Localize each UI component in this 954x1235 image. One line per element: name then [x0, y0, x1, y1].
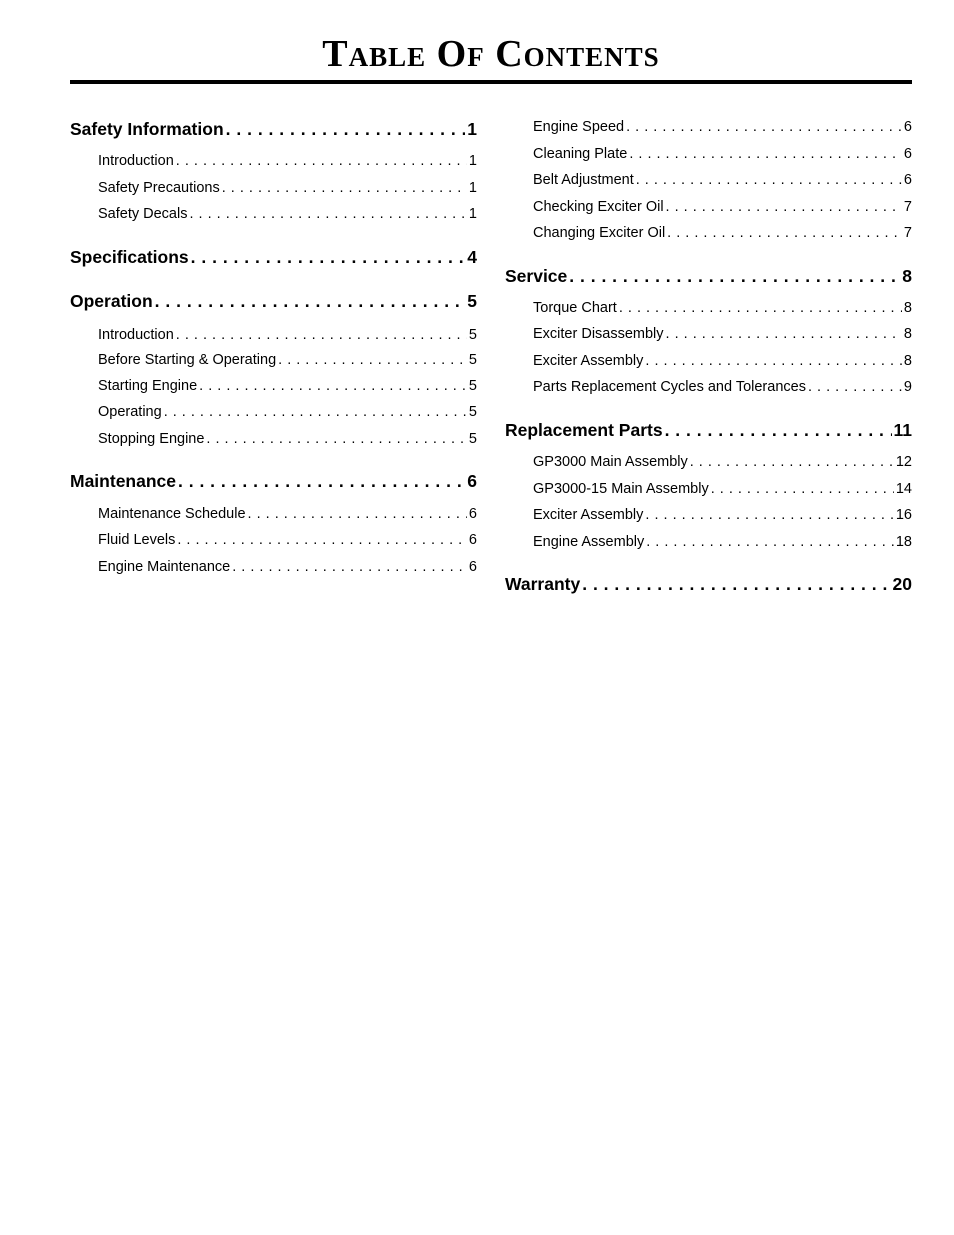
- toc-entry-label: Belt Adjustment: [533, 172, 634, 188]
- toc-entry-label: Maintenance Schedule: [98, 506, 246, 522]
- toc-entry-label: Warranty: [505, 574, 581, 594]
- toc-page-number: 6: [903, 119, 912, 135]
- toc-page-number: 12: [895, 454, 912, 470]
- dot-leader: [665, 418, 892, 442]
- toc-subsection-entry[interactable]: [70, 151, 477, 171]
- toc-entry-label: GP3000 Main Assembly: [533, 454, 688, 470]
- dot-leader: [178, 469, 465, 493]
- toc-section-entry[interactable]: [505, 572, 912, 596]
- dot-leader: [278, 350, 467, 370]
- toc-page-number: 20: [892, 574, 912, 594]
- toc-subsection-entry[interactable]: [505, 505, 912, 525]
- toc-subsection-entry[interactable]: [70, 178, 477, 198]
- toc-entry-label: GP3000-15 Main Assembly: [533, 481, 709, 497]
- toc-entry-label: Exciter Assembly: [533, 507, 644, 523]
- toc-entry-label: Replacement Parts: [505, 420, 663, 440]
- toc-subsection-entry[interactable]: [70, 204, 477, 224]
- toc-entry-label: Exciter Assembly: [533, 353, 644, 369]
- toc-subsection-entry[interactable]: [70, 325, 477, 345]
- toc-page-number: 5: [468, 378, 477, 394]
- dot-leader: [176, 325, 467, 345]
- dot-leader: [646, 532, 894, 552]
- toc-subsection-entry[interactable]: [505, 223, 912, 243]
- dot-leader: [711, 479, 894, 499]
- toc-subsection-entry[interactable]: [505, 452, 912, 472]
- toc-entry-label: Maintenance: [70, 471, 176, 491]
- toc-page-number: 8: [903, 326, 912, 342]
- toc-page-number: 6: [903, 146, 912, 162]
- toc-page-number: 5: [468, 352, 477, 368]
- toc-entry-label: Safety Information: [70, 119, 224, 139]
- toc-entry-label: Before Starting & Operating: [98, 352, 277, 368]
- toc-page-number: 1: [468, 153, 477, 169]
- dot-leader: [808, 377, 902, 397]
- toc-subsection-entry[interactable]: [505, 377, 912, 397]
- toc-entry-label: Specifications: [70, 247, 189, 267]
- toc-subsection-entry[interactable]: [505, 298, 912, 318]
- dot-leader: [667, 223, 902, 243]
- dot-leader: [690, 452, 894, 472]
- page-title: Table Of Contents: [322, 33, 660, 75]
- dot-leader: [569, 264, 900, 288]
- dot-leader: [248, 504, 467, 524]
- toc-page-number: 8: [902, 266, 912, 286]
- dot-leader: [582, 572, 890, 596]
- toc-entry-label: Safety Decals: [98, 206, 188, 222]
- toc-entry-label: Stopping Engine: [98, 431, 205, 447]
- toc-section-entry[interactable]: [70, 117, 477, 141]
- toc-page-number: 5: [468, 327, 477, 343]
- toc-entry-label: Parts Replacement Cycles and Tolerances: [533, 379, 806, 395]
- toc-page-number: 6: [903, 172, 912, 188]
- dot-leader: [191, 245, 466, 269]
- dot-leader: [176, 151, 467, 171]
- toc-section-entry[interactable]: [70, 289, 477, 313]
- toc-entry-label: Cleaning Plate: [533, 146, 628, 162]
- dot-leader: [155, 289, 466, 313]
- toc-page-number: 9: [903, 379, 912, 395]
- toc-entry-label: Torque Chart: [533, 300, 617, 316]
- toc-page-number: 8: [903, 353, 912, 369]
- toc-subsection-entry[interactable]: [505, 351, 912, 371]
- toc-page-number: 14: [895, 481, 912, 497]
- toc-subsection-entry[interactable]: [70, 350, 477, 370]
- dot-leader: [226, 117, 466, 141]
- toc-page-number: 7: [903, 225, 912, 241]
- toc-page-number: 7: [903, 199, 912, 215]
- toc-subsection-entry[interactable]: [505, 170, 912, 190]
- dot-leader: [222, 178, 467, 198]
- toc-entry-label: Engine Speed: [533, 119, 625, 135]
- toc-entry-label: Changing Exciter Oil: [533, 225, 666, 241]
- toc-entry-label: Checking Exciter Oil: [533, 199, 664, 215]
- toc-subsection-entry[interactable]: [505, 144, 912, 164]
- dot-leader: [666, 197, 902, 217]
- dot-leader: [232, 557, 467, 577]
- dot-leader: [636, 170, 902, 190]
- toc-entry-label: Engine Assembly: [533, 534, 645, 550]
- toc-entry-label: Operation: [70, 291, 153, 311]
- toc-section-entry[interactable]: [505, 264, 912, 288]
- dot-leader: [164, 402, 467, 422]
- dot-leader: [206, 429, 467, 449]
- toc-subsection-entry[interactable]: [505, 324, 912, 344]
- dot-leader: [645, 351, 902, 371]
- toc-page-number: 5: [468, 404, 477, 420]
- toc-subsection-entry[interactable]: [505, 197, 912, 217]
- toc-entry-label: Introduction: [98, 327, 174, 343]
- toc-page-number: 6: [467, 471, 477, 491]
- dot-leader: [626, 117, 902, 137]
- dot-leader: [666, 324, 902, 344]
- title-rule: [70, 80, 912, 84]
- toc-page-number: 1: [467, 119, 477, 139]
- toc-entry-label: Safety Precautions: [98, 180, 220, 196]
- toc-entry-label: Engine Maintenance: [98, 559, 231, 575]
- toc-page-number: 1: [468, 206, 477, 222]
- dot-leader: [619, 298, 902, 318]
- toc-entry-label: Starting Engine: [98, 378, 198, 394]
- toc-page-number: 6: [468, 532, 477, 548]
- toc-subsection-entry[interactable]: [70, 402, 477, 422]
- toc-page-number: 18: [895, 534, 912, 550]
- toc-page-number: 5: [468, 431, 477, 447]
- toc-page-number: 11: [893, 420, 912, 440]
- toc-subsection-entry[interactable]: [70, 557, 477, 577]
- toc-subsection-entry[interactable]: [70, 376, 477, 396]
- toc-entry-label: Service: [505, 266, 568, 286]
- toc-subsection-entry[interactable]: [505, 117, 912, 137]
- toc-subsection-entry[interactable]: [505, 479, 912, 499]
- toc-page-number: 16: [895, 507, 912, 523]
- toc-subsection-entry[interactable]: [505, 532, 912, 552]
- toc-page-number: 8: [903, 300, 912, 316]
- toc-page-number: 6: [468, 559, 477, 575]
- toc-section-entry[interactable]: [505, 418, 912, 442]
- toc-subsection-entry[interactable]: [70, 429, 477, 449]
- toc-subsection-entry[interactable]: [70, 530, 477, 550]
- toc-page-number: 5: [467, 291, 477, 311]
- toc-entry-label: Operating: [98, 404, 162, 420]
- dot-leader: [177, 530, 467, 550]
- dot-leader: [629, 144, 902, 164]
- toc-page-number: 6: [468, 506, 477, 522]
- toc-entry-label: Fluid Levels: [98, 532, 176, 548]
- toc-section-entry[interactable]: [70, 469, 477, 493]
- dot-leader: [199, 376, 467, 396]
- toc-subsection-entry[interactable]: [70, 504, 477, 524]
- dot-leader: [645, 505, 893, 525]
- toc-page-number: 1: [468, 180, 477, 196]
- toc-section-entry[interactable]: [70, 245, 477, 269]
- toc-page-number: 4: [467, 247, 477, 267]
- dot-leader: [189, 204, 466, 224]
- toc-entry-label: Exciter Disassembly: [533, 326, 664, 342]
- toc-entry-label: Introduction: [98, 153, 174, 169]
